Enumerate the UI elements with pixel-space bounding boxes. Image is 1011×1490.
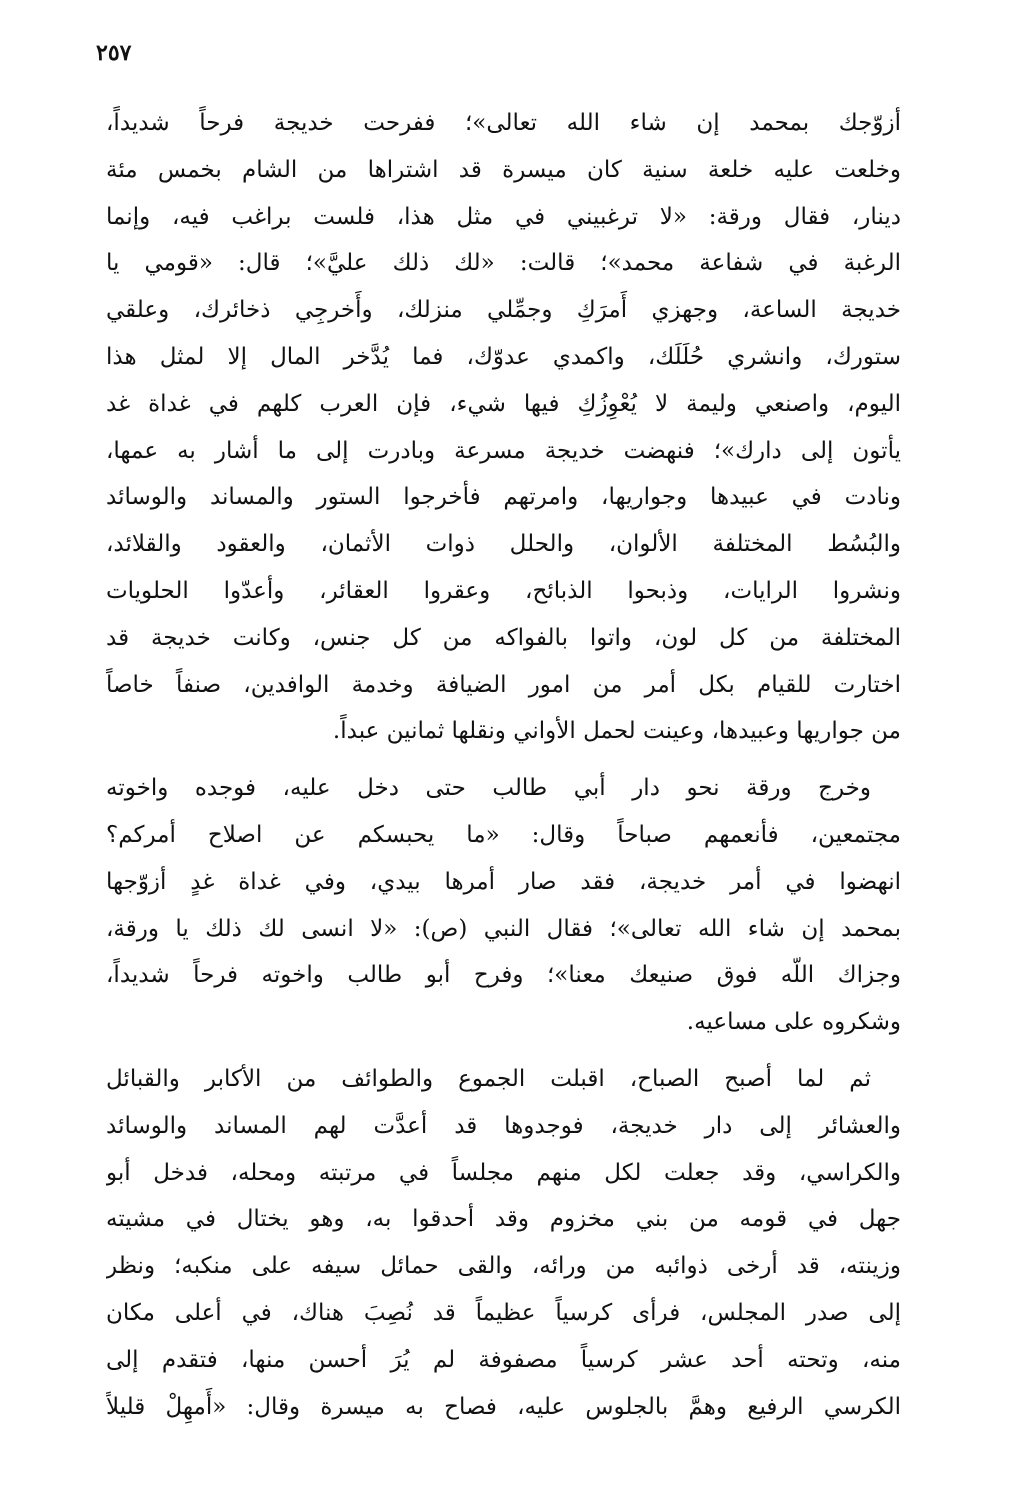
text-line: منه، وتحته أحد عشر كرسياً مصفوفة لم يُرَ أحسن منها، فتقدم إلى	[106, 1346, 901, 1373]
text-line: يأتون إلى دارك»؛ فنهضت خديجة مسرعة وبادرت إلى ما أشار به عمها،	[106, 437, 901, 464]
text-line: ثم لما أصبح الصباح، اقبلت الجموع والطوائف من الأكابر والقبائل	[106, 1065, 871, 1092]
paragraph-gap	[106, 755, 901, 765]
text-line: وزينته، قد أرخى ذوائبه من ورائه، والقى حمائل سيفه على منكبه؛ ونظر	[106, 1253, 901, 1280]
text-line: الكرسي الرفيع وهمَّ بالجلوس عليه، فصاح به ميسرة وقال: «أَمهِلْ قليلاً	[106, 1393, 901, 1420]
text-line: وشكروه على مساعيه.	[686, 1009, 901, 1036]
paragraph-1	[106, 100, 901, 755]
text-line: مجتمعين، فأنعمهم صباحاً وقال: «ما يحبسكم عن اصلاح أمركم؟	[106, 821, 901, 848]
text-line: والبُسُط المختلفة الألوان، والحلل ذوات الأثمان، والعقود والقلائد،	[106, 531, 901, 558]
text-line: اختارت للقيام بكل أمر من امور الضيافة وخدمة الوافدين، صنفاً خاصاً	[106, 671, 901, 698]
text-line: الرغبة في شفاعة محمد»؛ قالت: «لك ذلك عليَّ»؛ قال: «قومي يا	[106, 250, 901, 277]
body-text	[106, 100, 901, 1430]
text-line: اليوم، واصنعي وليمة لا يُعْوِزُكِ فيها شيء، فإن العرب كلهم في غداة غد	[106, 390, 901, 417]
text-line: والعشائر إلى دار خديجة، فوجدوها قد أعدَّت لهم المساند والوسائد	[106, 1112, 901, 1139]
text-line: وجزاك اللّه فوق صنيعك معنا»؛ وفرح أبو طالب واخوته فرحاً شديداً،	[106, 962, 901, 989]
paragraph-3	[106, 1056, 901, 1430]
text-line: والكراسي، وقد جعلت لكل منهم مجلساً في مرتبته ومحله، فدخل أبو	[106, 1159, 901, 1186]
text-line: المختلفة من كل لون، واتوا بالفواكه من كل جنس، وكانت خديجة قد	[106, 624, 901, 651]
text-line: ونادت في عبيدها وجواريها، وامرتهم فأخرجوا الستور والمساند والوسائد	[106, 484, 901, 511]
text-line: بمحمد إن شاء الله تعالى»؛ فقال النبي (ص): «لا انسى لك ذلك يا ورقة،	[106, 915, 901, 942]
text-line: وخرج ورقة نحو دار أبي طالب حتى دخل عليه، فوجده واخوته	[106, 775, 871, 802]
text-line: ونشروا الرايات، وذبحوا الذبائح، وعقروا العقائر، وأعدّوا الحلويات	[106, 577, 901, 604]
text-line: ستورك، وانشري حُلَلَك، واكمدي عدوّك، فما يُدَّخر المال إلا لمثل هذا	[106, 343, 901, 370]
text-line: انهضوا في أمر خديجة، فقد صار أمرها بيدي، وفي غداة غدٍ أزوّجها	[106, 868, 901, 895]
text-line: من جواريها وعبيدها، وعينت لحمل الأواني ونقلها ثمانين عبداً.	[332, 718, 901, 745]
text-line: وخلعت عليه خلعة سنية كان ميسرة قد اشتراها من الشام بخمس مئة	[106, 156, 901, 183]
paragraph-2	[106, 765, 901, 1046]
text-line: أزوّجك بمحمد إن شاء الله تعالى»؛ ففرحت خديجة فرحاً شديداً،	[106, 110, 901, 136]
text-line: جهل في قومه من بني مخزوم وقد أحدقوا به، وهو يختال في مشيته	[106, 1206, 901, 1233]
text-line: خديجة الساعة، وجهزي أَمرَكِ وجمِّلي منزلك، وأَخرجِي ذخائرك، وعلقي	[106, 297, 901, 324]
text-line: دينار، فقال ورقة: «لا ترغبيني في مثل هذا، فلست براغب فيه، وإنما	[106, 203, 901, 230]
paragraph-gap	[106, 1046, 901, 1056]
text-line: إلى صدر المجلس، فرأى كرسياً عظيماً قد نُصِبَ هناك، في أعلى مكان	[106, 1299, 901, 1326]
page-number: ٢٥٧	[96, 40, 132, 66]
